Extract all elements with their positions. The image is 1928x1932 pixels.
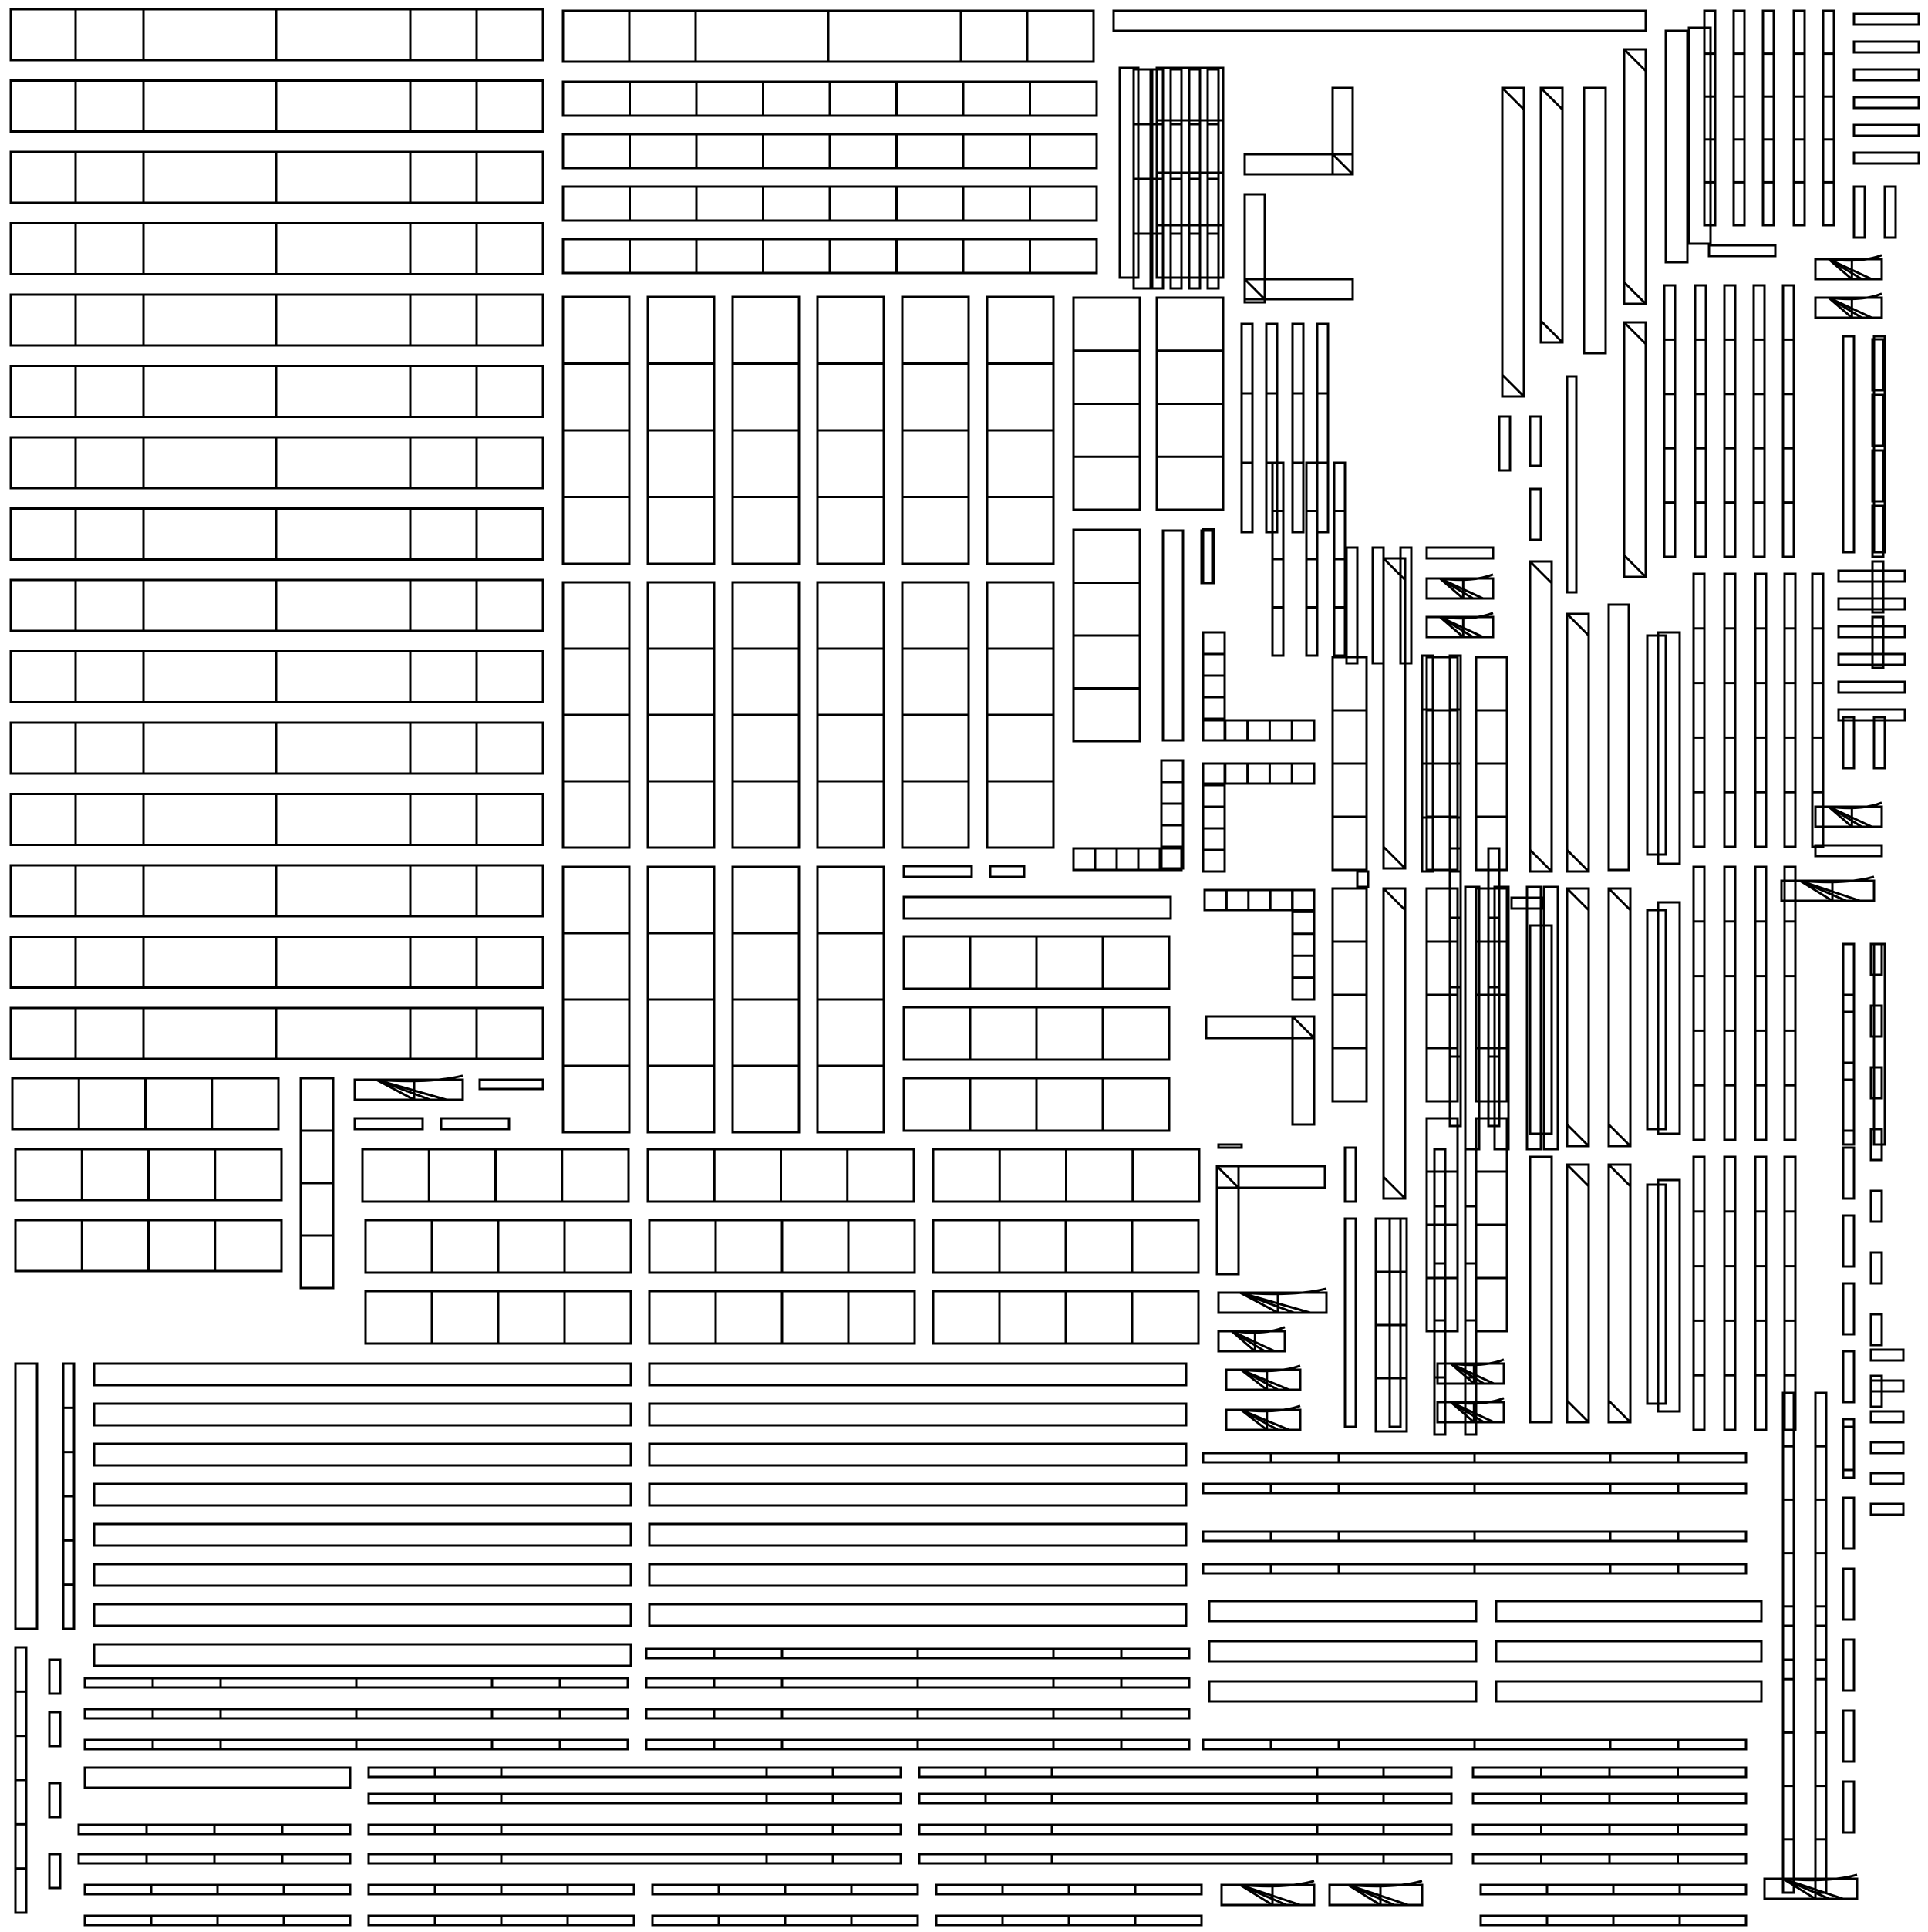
long-strip: [94, 1364, 631, 1385]
long-strip: [649, 1484, 1186, 1505]
tall-strip: [1666, 31, 1687, 262]
panel-outline: [369, 1854, 901, 1863]
tall-strip: [1584, 88, 1606, 353]
strip: [1209, 1681, 1476, 1701]
panel-outline: [1785, 867, 1795, 1140]
right-slat: [1427, 548, 1493, 558]
small-slat: [49, 1712, 60, 1746]
right-slat: [1854, 97, 1919, 108]
narrow-strip: [1843, 336, 1854, 552]
small-slat: [1530, 416, 1541, 466]
right-slat: [1854, 69, 1919, 80]
strip: [85, 1768, 350, 1788]
long-strip: [94, 1644, 631, 1666]
long-strip: [649, 1364, 1186, 1385]
small-slat: [49, 1854, 60, 1888]
tall-strip: [15, 1364, 37, 1629]
right-slat: [1854, 187, 1865, 238]
tall-strip: [1658, 1180, 1680, 1411]
bracket-miter: [1609, 1401, 1630, 1422]
bracket-miter: [1502, 88, 1524, 110]
bracket-miter: [1624, 322, 1646, 344]
fan-rib: [1829, 298, 1872, 318]
fan-rib: [1241, 1370, 1289, 1390]
small-slat: [49, 1660, 60, 1694]
narrow-strip: [1345, 1219, 1356, 1427]
small-slat: [1530, 489, 1541, 540]
panel-outline: [1694, 574, 1704, 847]
small-strip: [355, 1118, 423, 1129]
tall-bracket: [1502, 88, 1524, 396]
small-strip: [480, 1080, 543, 1089]
tall-strip: [1647, 910, 1666, 1129]
panel-outline: [1734, 11, 1744, 225]
panel-outline: [1755, 867, 1766, 1140]
thin-strip: [1427, 548, 1493, 558]
panel-outline: [1785, 574, 1795, 847]
tall-strip: [1647, 636, 1666, 855]
tall-bracket: [1567, 614, 1589, 872]
right-slat: [1709, 245, 1775, 256]
panel-outline: [1724, 285, 1735, 557]
panel-outline: [1203, 764, 1314, 784]
right-slat: [1839, 682, 1905, 693]
panel-outline: [1794, 11, 1805, 225]
right-slat: [1843, 1148, 1854, 1199]
panel-outline: [1763, 11, 1774, 225]
fan-rib: [1440, 578, 1483, 598]
panel-outline: [1242, 324, 1252, 532]
right-slat: [1843, 1216, 1854, 1266]
panel-outline: [1205, 890, 1314, 910]
bracket-miter: [1293, 1017, 1314, 1038]
panel-outline: [1783, 285, 1794, 557]
top-long-strip: [1114, 11, 1646, 31]
small-slat: [1345, 1148, 1356, 1202]
right-slat: [1843, 1351, 1854, 1402]
fan-rib: [1241, 1410, 1289, 1430]
long-strip: [649, 1604, 1186, 1626]
tall-bracket: [1541, 88, 1562, 342]
small-slat: [1357, 872, 1368, 887]
panel-outline: [1783, 1626, 1794, 1893]
fan-rib: [1800, 881, 1860, 901]
right-slat: [1854, 153, 1919, 164]
right-narrow-strips: [1134, 11, 1919, 1893]
narrow-column: [1120, 68, 1138, 278]
bracket-miter: [1384, 1177, 1405, 1199]
right-slat: [1843, 1711, 1854, 1762]
panel-outline: [1074, 848, 1181, 870]
right-slat: [1871, 1442, 1903, 1453]
fan-rib: [1783, 1879, 1843, 1899]
middle-panel-columns: [355, 11, 1646, 1344]
right-slat: [1843, 717, 1854, 768]
panel-outline: [1754, 285, 1765, 557]
tall-bracket: [1567, 888, 1589, 1146]
right-slat: [1871, 1006, 1882, 1037]
right-slat: [1872, 617, 1883, 668]
right-slat: [1839, 710, 1905, 720]
tall-bracket: [1609, 888, 1630, 1146]
tall-bracket: [1384, 558, 1405, 868]
panel-outline: [1694, 867, 1704, 1140]
right-slat: [1843, 944, 1854, 995]
bracket-miter: [1384, 558, 1405, 580]
bracket-miter: [1567, 888, 1589, 910]
right-slat: [1843, 1569, 1854, 1620]
fan-rib: [1451, 1364, 1494, 1384]
bracket-miter: [1217, 1166, 1239, 1188]
fan-rib: [1440, 617, 1483, 637]
fan-rib: [1451, 1402, 1494, 1422]
panel-outline: [1755, 1157, 1766, 1430]
bracket-miter: [1624, 555, 1646, 577]
fan-rib: [1232, 1331, 1275, 1351]
bracket-miter: [1567, 1124, 1589, 1146]
tall-strip: [1658, 902, 1680, 1134]
bracket-arm: [1206, 1017, 1314, 1038]
bracket-miter: [1609, 888, 1630, 910]
right-slat: [1843, 1782, 1854, 1833]
fan-rib: [1240, 1293, 1310, 1313]
tall-strip: [1530, 1157, 1552, 1422]
panel-outline: [1664, 285, 1675, 557]
tall-bracket: [1567, 1165, 1589, 1422]
bracket-miter: [1245, 279, 1265, 299]
bracket-arm: [1293, 1017, 1314, 1124]
right-slat: [1843, 1498, 1854, 1549]
panel-outline: [1465, 1149, 1476, 1435]
right-slat: [1871, 1253, 1882, 1283]
fan-rib: [1240, 1885, 1300, 1905]
right-slat: [1871, 1504, 1903, 1515]
tall-strip: [1609, 605, 1629, 870]
right-slat: [1843, 1012, 1854, 1063]
panel-outline: [1203, 720, 1314, 740]
right-slat: [1843, 1640, 1854, 1691]
bracket-arm: [1333, 88, 1353, 174]
right-slat: [1871, 1381, 1903, 1391]
bracket-miter: [1530, 561, 1552, 583]
panel-outline: [1203, 632, 1225, 740]
panel-outline: [1724, 574, 1735, 847]
right-slat: [1843, 1283, 1854, 1334]
right-slat: [1871, 1314, 1882, 1345]
bracket-miter: [1530, 850, 1552, 872]
tall-bracket: [1530, 561, 1552, 872]
right-slat: [1871, 944, 1882, 975]
panel-outline: [1724, 867, 1735, 1140]
right-slat: [1874, 717, 1885, 768]
panel-outline: [1317, 324, 1328, 532]
fan-rib: [1348, 1885, 1408, 1905]
tall-bracket: [1384, 888, 1405, 1199]
long-strip: [649, 1524, 1186, 1546]
bracket-miter: [1384, 847, 1405, 868]
panel-outline: [1434, 1149, 1445, 1435]
thin-strip: [904, 897, 1171, 919]
small-strip: [441, 1118, 509, 1129]
right-slat: [1815, 845, 1882, 856]
right-slat: [1843, 1080, 1854, 1131]
bottom-strip-rows: [15, 1364, 1761, 1925]
strip: [1496, 1641, 1761, 1661]
small-strip: [904, 866, 972, 877]
panel-outline: [1245, 194, 1265, 302]
fan-rib: [376, 1080, 447, 1100]
narrow-strip: [1843, 944, 1854, 1145]
bracket-miter: [1567, 614, 1589, 636]
bracket-miter: [1567, 850, 1589, 872]
panel-outline: [1785, 1157, 1795, 1430]
right-slat: [1871, 1350, 1903, 1360]
panel-outline: [369, 1768, 901, 1777]
right-slat: [1854, 42, 1919, 52]
panel-outline: [1815, 1626, 1826, 1893]
long-strip: [94, 1604, 631, 1626]
right-slat: [1871, 1411, 1903, 1422]
long-strip: [94, 1404, 631, 1425]
right-slat: [1854, 125, 1919, 136]
bracket-arm: [1217, 1166, 1325, 1188]
panel-outline: [1695, 285, 1706, 557]
long-strip: [649, 1564, 1186, 1586]
panel-outline: [919, 1825, 1451, 1834]
right-slat: [1854, 14, 1919, 25]
right-slat: [1871, 1473, 1903, 1484]
tall-strip: [1689, 28, 1711, 244]
strip: [1209, 1641, 1476, 1661]
long-strip: [94, 1564, 631, 1586]
panel-outline: [1755, 574, 1766, 847]
panel-outline: [1783, 1393, 1794, 1660]
panel-outline: [1203, 764, 1225, 872]
long-strip: [94, 1524, 631, 1546]
panel-outline: [1293, 890, 1314, 1000]
panel-outline: [1293, 324, 1303, 532]
right-slat: [1871, 1191, 1882, 1222]
panel-outline: [919, 1768, 1451, 1777]
bracket-miter: [1567, 1401, 1589, 1422]
fan-rib: [1829, 807, 1872, 827]
small-slat: [49, 1783, 60, 1817]
bracket-miter: [1567, 1165, 1589, 1186]
panel-outline: [919, 1794, 1451, 1803]
bracket-miter: [1384, 888, 1405, 910]
right-slat: [1885, 187, 1896, 238]
narrow-strip: [1347, 548, 1357, 663]
panel-outline: [1161, 760, 1183, 868]
bracket-miter: [1333, 154, 1353, 174]
right-slat: [1871, 1067, 1882, 1098]
bracket-miter: [1609, 1124, 1630, 1146]
panel-outline: [1823, 11, 1834, 225]
narrow-strip: [1373, 548, 1384, 663]
panel-outline: [369, 1794, 901, 1803]
bracket-tick: [1218, 1145, 1242, 1148]
bracket-miter: [1541, 321, 1562, 342]
bracket-miter: [1502, 375, 1524, 396]
tall-strip: [1658, 632, 1680, 864]
small-slat: [1499, 416, 1510, 470]
narrow-strip: [1390, 1219, 1400, 1427]
long-strip: [649, 1404, 1186, 1425]
narrow-column: [1163, 531, 1183, 740]
fan-rib: [1829, 259, 1872, 279]
right-slat: [1872, 561, 1883, 612]
strip: [1496, 1601, 1761, 1621]
strip: [1209, 1601, 1476, 1621]
long-strip: [94, 1444, 631, 1465]
strip: [1496, 1681, 1761, 1701]
tall-strip: [1647, 1185, 1666, 1404]
long-strip: [94, 1484, 631, 1505]
bracket-miter: [1609, 1165, 1630, 1186]
small-strip: [990, 866, 1024, 877]
bracket-miter: [1624, 49, 1646, 71]
panel-outline: [1724, 1157, 1735, 1430]
bracket-arm: [1217, 1166, 1239, 1274]
panel-outline: [1815, 1393, 1826, 1660]
panel-outline: [369, 1825, 901, 1834]
long-strip: [649, 1444, 1186, 1465]
tall-strip: [1567, 376, 1576, 592]
tall-bracket: [1609, 1165, 1630, 1422]
tall-bracket: [1624, 322, 1646, 577]
panel-outline: [919, 1854, 1451, 1863]
bracket-miter: [1541, 88, 1562, 110]
bracket-miter: [1624, 282, 1646, 304]
tall-bracket: [1624, 49, 1646, 304]
panel-outline: [1694, 1157, 1704, 1430]
